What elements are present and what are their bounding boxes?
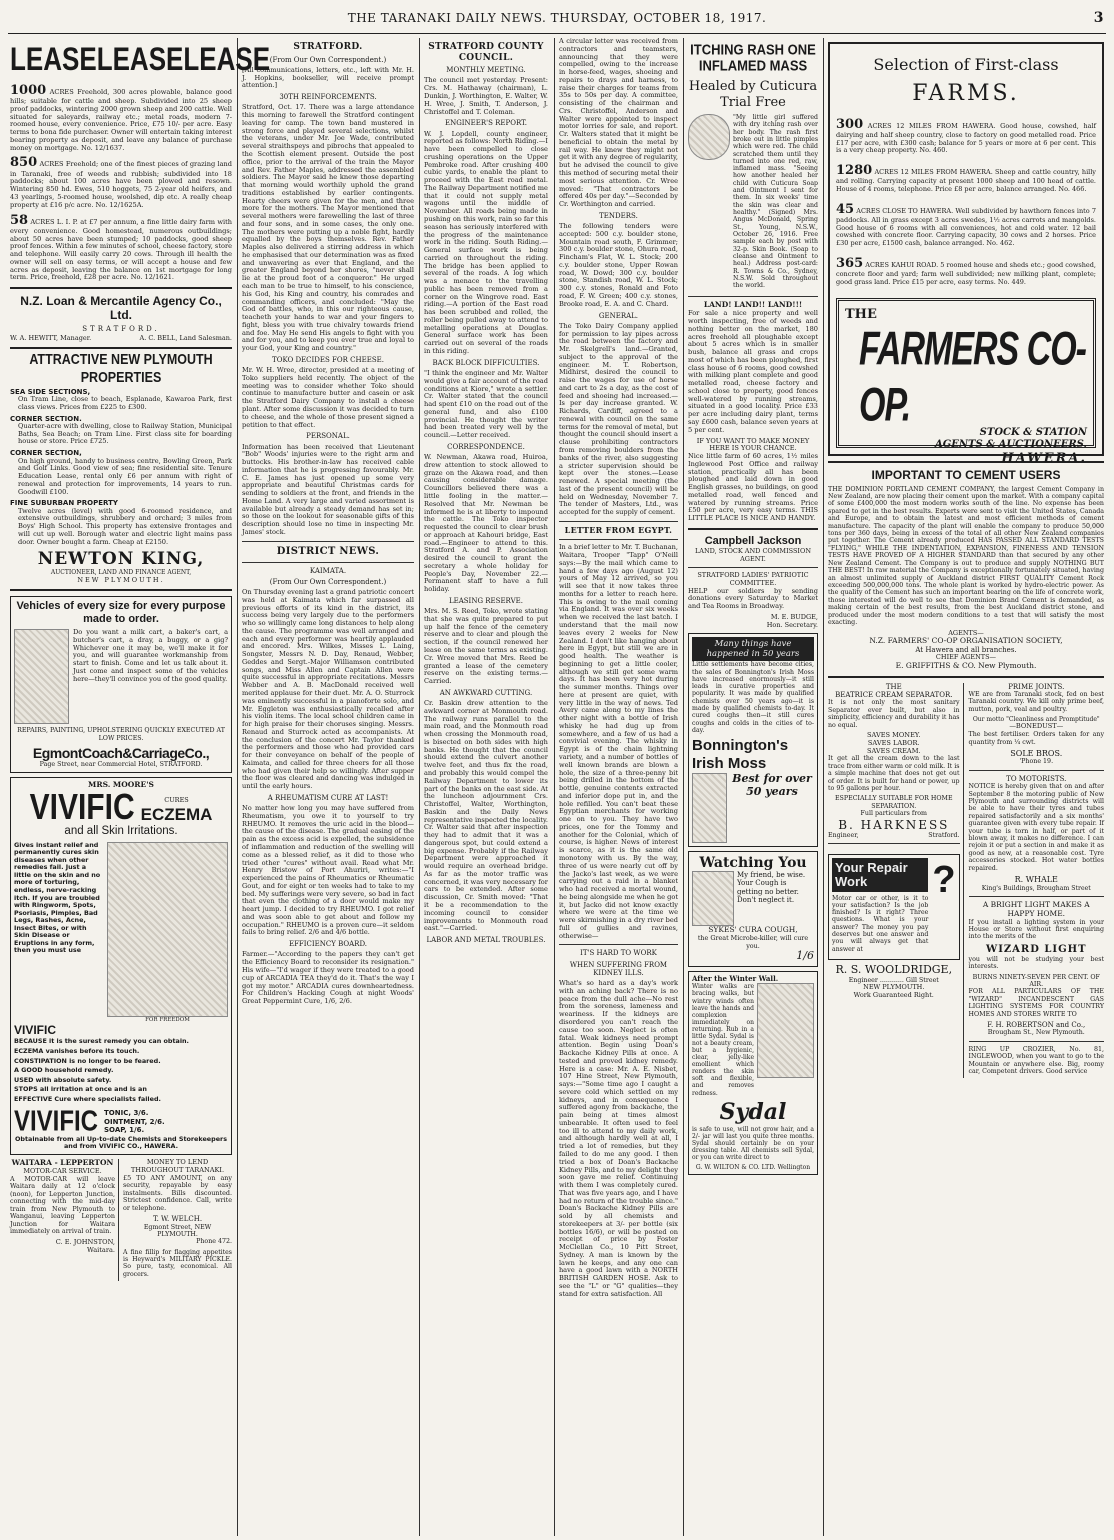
bonedust-text: The best fertiliser. Orders taken for any quantity from ¼ cwt. [968, 731, 1104, 746]
lease-item: 850 ACRES Freehold; one of the finest pieces of grazing land in Taranaki, free of weeds and rubbish; subdivided into 18 paddocks; about 100 acres have been plowed and resown. Wintering 850 hd. Ewes, 510 hoggets, 75 2-year old heifers, and 43 yearlings, 5-roomed house, woolshed, dip etc. A really cheap property at £16 p/c acre. No. 12/1625A. [10, 155, 232, 209]
pickle-note: A fine fillip for flagging appetites is Heyward's MILITARY PICKLE. So pure, tasty, economical. All grocers. [123, 1248, 232, 1278]
article-text: Mr. W. H. Wree, director, presided at a meeting of Toko suppliers held recently. The object of the meeting was to consider whether Toko should continue to manufacture butter and casein or ask the Stratford Dairy Company to install a cheese plant. After some discussion it was decided to turn to cheese, and the whole of those present signed a petition to that effect. [242, 366, 414, 429]
money-phone: Phone 472. [196, 1238, 232, 1246]
column-2 [238, 38, 418, 1536]
vivific-top: MRS. MOORE'S [88, 779, 154, 789]
section-text: On Tram Line, close to beach, Esplanade, Kawaroa Park, first class views. Prices from £225 to £300. [18, 395, 232, 411]
whale-name: R. WHALE [1014, 875, 1058, 885]
article-text: The following tenders were accepted: 500 c.y. boulder stone, Mountain road south, F. Grimmer; 300 c.y. boulder stone, Ohura road, Fincham's Flat, W. L. Stock; 200 c.y. boulder stone, Upper Rowan road, W. Dowd; 300 c.y. boulder stone, Standish road, W. L. Stock; 300 c.y. stones, Ronald and Foto road, F. W. Green; 400 c.y. stones, Brooke road, E. A. and C. Chard. [558, 222, 678, 308]
vivific-ad [10, 777, 232, 1155]
lease-word: LEASE [10, 40, 97, 78]
beatrice-text-2: It get all the cream down to the last trace from either warm or cold milk. It is a simple machine that does not get out of order. It is built for hand or power, up to 95 gallons per hour. [828, 755, 960, 792]
motorists-headline: TO MOTORISTS. [1006, 774, 1067, 783]
article-text: No matter how long you may have suffered from Rheumatism, you owe it to yourself to try RHEUMO. It removes the uric acid in the blood—the cause of the disease. The gradual easing of the pain as the excess acid is expelled, the subsidence of inflammation and reduction of the swelling will come as a blessed relief, as it did to those who tried other "cures" without avail. Read what Mr. Henry Bristow of Port Ahuriri, writes:—"I experienced the pains of Rheumatics or Rheumatic Gout, and for eight or ten weeks had to take to my bed. My sufferings were very severe, so bad in fact that even the clothing of a door would make my heart jump. I decided to try RHEUMO. I got relief and was soon able to get about and follow my occupation." RHEUMO is a proven cure—it seldom fails to bring relief. 2/6 and 4/6 bottle. [242, 804, 414, 937]
bonningtons-ad [688, 633, 818, 847]
vivific-left: Gives instant relief and permanently cures skin diseases when other remedies fail. Just a little on the skin and no more of torturing, endless, nerve-racking itch. If you are troubled with Ringworm, Spots, Psoriasis, Pimples, Bad Legs, Rashes, Acne, Insect Bites, or with Skin Disease or Eruptions in any form, then you must use [14, 840, 101, 955]
coop-the: THE [845, 307, 877, 323]
subheading: A RHEUMATISM CURE AT LAST! [267, 793, 389, 802]
bonningtons-text: Little settlements have become cities, the sales of Bonnington's Irish Moss have increased enormously—it still leads in curative properties and popularity. It was made by qualified chemists over 50 years ago—it is made by qualified chemists to-day. It cured coughs then—it still cures coughs and colds in the cities of to-day. [692, 661, 814, 734]
patriotic-signature: M. E. BUDGE, [770, 612, 818, 621]
sydal-ad [688, 971, 818, 1175]
bottom-ads [10, 1159, 232, 1281]
article-text: Stratford, Oct. 17. There was a large attendance this morning to farewell the Stratford contingent leaving for camp. The town band mustered in strong force and played several selections, whilst the veterans, under Mr. Joe Wade, contributed several straithspeys and pibrochs that appealed to the Scottish element present. Outside the post office, prior to the arrival of the train the Mayor and Rev. Father Maples, addressed the assembled soldiers. The Mayor said he knew those departing that morning would worthily uphold the grand traditions established by earlier contingents. Hearty cheers were given for the men, and three more for the mothers. The Mayor mentioned that several mothers were farewelling the last of three and four sons, and in some cases, the only one. The mothers were putting up a noble fight, hardly equalled by the boys themselves. Rev. Father Maples also delivered a stirring address in which he emphasised that our determination was as fixed and unwavering as ever that England, and the greater England beyond her shores, "never shall lie at the proud foot of a conqueror." He urged each man to be true to himself, to his conscience, his God, his King and country, his comrades and commanding officers, and concluded: "May the God of battles, who, in this our righteous cause, teacheth your hands to war and your fingers to fight, bless you with true chivalry towards friend and foe. May He send His angels to fight with you and for you, and to keep you ever true and loyal to your God, your King and country." [242, 103, 414, 353]
money-title: MONEY TO LEND THROUGHOUT TARANAKI. [130, 1158, 225, 1174]
vivific-cures: CURES [164, 796, 189, 805]
np-properties-title: ATTRACTIVE NEW PLYMOUTH PROPERTIES [29, 351, 213, 386]
wooldridge-footer: Work Guaranteed Right. [853, 991, 934, 1000]
column-5 [824, 38, 1108, 1536]
cement-chief-label: CHIEF AGENTS— [935, 653, 997, 662]
section-heading: CORNER SECTION, [10, 449, 82, 458]
district-news-heading: DISTRICT NEWS. [276, 545, 380, 557]
subheading: EFFICIENCY BOARD. [288, 940, 368, 949]
vivific-acrostic-line: ECZEMA vanishes before its touch. [14, 1046, 140, 1055]
section-heading: FINE SUBURBAN PROPERTY [10, 499, 118, 508]
wizard-text-2: you will not be studying your best interests. [968, 955, 1104, 971]
cement-agents-label: AGENTS— [948, 628, 984, 637]
subheading: PERSONAL. [306, 432, 350, 441]
subheading: AN AWKWARD CUTTING. [439, 688, 533, 697]
vehicles-ad [10, 596, 232, 773]
vivific-price: TONIC, 3/6. [104, 1109, 149, 1118]
section-text: Twelve acres (level) with good 6-roomed residence, and extensive outbuildings, shrubbery and orchard; 3 miles from Boys' High School. This property has extensive frontages and will cut up well. Borough water and electric light mains pass door. Owner bought a farm. Cheap at £2150. [18, 506, 232, 546]
land-text: For sale a nice property and well worth inspecting, free of weeds and nothing better on the market, 180 acres freehold all ploughable except about 5 acres which is in smaller bush, balance all grass and crops most of which has been ploughed, first class house of 6 rooms, good cowshed with milking plant complete and good metalled road, cheese factory and school close to property, good fences well-watered by running streams, situated in a good locality. Price £33 per acre including dairy plant, terms say £600 cash, balance seven years at 5 per cent. [688, 309, 818, 434]
wooldridge-engineer: Engineer ............ Gill Street [848, 976, 939, 984]
subheading: BACK BLOCK DIFFICULTIES. [432, 358, 540, 367]
cement-org: N.Z. FARMERS' CO-OP ORGANISATION SOCIETY, [869, 636, 1063, 646]
nz-loan-town: STRATFORD. [82, 324, 160, 333]
beatrice-the: THE [885, 682, 902, 691]
repair-question-mark: ? [932, 859, 956, 902]
sykes-ad [688, 851, 818, 967]
prime-joints-motto: Our motto "Cleanliness and Promptitude" [972, 716, 1100, 724]
patriotic-secretary: Hon. Secretary. [766, 620, 818, 629]
wizard-headline: A BRIGHT LIGHT MAKES A HAPPY HOME. [982, 899, 1090, 918]
lease-item: 1000 ACRES Freehold, 300 acres plowable, balance good hills; suitable for cattle and sheep. Subdivided into 25 sheep proof paddocks, wintering 2000 grown sheep and 200 cattle. Well situated for saleyards, railway etc.; metal roads, modern 7-roomed house, every convenience. Price, £75 10/- per acre. Easy terms to bona fide purchaser. Owner will entertain taking interest bearing property as deposit, and leave any balance of purchase money on mortgage. No. 12/1637. [10, 82, 232, 152]
section-heading: CORNER SECTION. [10, 414, 82, 423]
subheading: MONTHLY MEETING. [446, 66, 526, 75]
farmers-coop-logo [836, 298, 1096, 466]
crozier-notice: RING UP CROZIER, No. 81, INGLEWOOD, when you want to go to the Mountain or anywhere else. Big, roomy car, Competent drivers. Good service [968, 1045, 1104, 1075]
section-heading: SEA SIDE SECTIONS, [10, 387, 91, 396]
cement-headline: IMPORTANT TO CEMENT USERS [871, 468, 1061, 483]
waitara-body: A MOTOR-CAR will leave Waitara daily at 12 o'clock (noon), for Lepperton Junction, connecting with the mid-day train from New Plymouth to Wanganui, leaving Lepperton Junction for Waitara immediately on arrival of train. [10, 1174, 116, 1236]
farm-item: 1280 ACRES 12 MILES FROM HAWERA. Sheep and cattle country, hilly and rolling. Carrying capacity at present 1000 sheep and 100 head of cattle. House of 4 rooms, telephone. Price £8 per acre, balance arranged. No. 466. [836, 163, 1096, 194]
beatrice-line: SAVES CREAM. [866, 746, 921, 755]
newton-king-name: NEWTON KING, [37, 549, 205, 570]
article-text: Farmer.—"According to the papers they can't get the Efficiency Board to reconsider its resignation." His wife—"I'd wager if they were treated to a good cup of ARCADIA TEA they'd do it. That's the way I got my motor." ARCADIA cures downheartedness. For Children's Hacking Cough at night Woods' Great Peppermint Cure, 1/6, 2/6. [242, 950, 414, 1006]
sydal-headline: After the Winter Wall. [692, 974, 779, 984]
article-text: Information has been received that Lieutenant "Bob" Woods' injuries were to the right arm and buttocks. His brother-in-law has received cable information that he is progressing favourably. Mr. C. E. James has just opened up some very appropriate and beautiful Christmas cards for sending to soldiers at the front, and friends in the Home Land. A very large and varied assortment is available but already a steady demand has set in; so those on the lookout for seasonable gifts of this description should lose no time in inspecting Mr. James' stock. [242, 442, 414, 536]
robertson-address: Brougham St., New Plymouth. [987, 1029, 1085, 1037]
repair-text: Motor car or other, is it to your satisfaction? Is the job finished? Is it right? Three questions. What is your answer? The money you pay deserves but one answer and you will always get that answer at [832, 894, 929, 953]
subheading: GENERAL. [598, 311, 639, 320]
wooldridge-town: NEW PLYMOUTH. [863, 983, 925, 992]
wizard-light-name: WIZARD LIGHT [985, 943, 1087, 955]
masthead-title: THE TARANAKI DAILY NEWS. THURSDAY, OCTOBER 18, 1917. [347, 11, 767, 26]
repair-headline: Your Repair Work [832, 858, 928, 891]
cement-org-2: At Hawera and all branches. [915, 646, 1017, 655]
harkness-footer: Engineer, Stratford. [828, 831, 960, 839]
wizard-text: If you install a lighting system in your House or Store without first enquiring into the merits of the [968, 918, 1104, 941]
page-number: 3 [1093, 10, 1104, 27]
watching-you-text: My friend, be wise. Your Cough is getting no better. Don't neglect it. [737, 871, 806, 904]
subheading: LABOR AND METAL TROUBLES. [426, 936, 546, 945]
column-4 [684, 38, 822, 1536]
farms-headline: Selection of First-class [873, 55, 1059, 74]
article-text: W. J. Lopdell, county engineer, reported as follows: North Riding.—I have been compelled to close crushing operations on the Upper Pembroke road. After crushing 400 cubic yards, to enable the plant to proceed with the East road metal. The Railway Department notified me that it could not supply metal wagons until the middle of November. All roads being made in pushing on this work, rain so far this season has seriously interfered with the progress of the maintenance work in the riding. South Riding.—General surface work is being carried on throughout the riding. The bridge has been applied to several of the roads. A log which was a menace to the travelling public has been removed from a corner on the Wingrove road. East riding.—A portion of the East road has been scrubbed and rolled, the roller being pulled away to attend to metalling operations at Douglas. General surface work has been carried out on several of the roads in this riding. [424, 129, 548, 355]
article-text: In a brief letter to Mr. T. Buchanan, Waitara, Trooper "Tapp" O'Neill says:—By the mail which came to hand a few days ago (August 12) yours of May 12 arrived, so you will see that it now takes three months for a letter to reach here. This is owing to the mail coming via England. It was over six weeks when we received the last batch. I understand that the mail now leaves every 2 weeks for New Zealand. I don't like hanging about here in Egypt, but still we are in good health. The weather is beginning to get a little cooler, although we still get some warm days. It has been very hot during the summer months. Things over here at present are quiet, with very little in the way of news. Ted Avery came along to my lines the other night with a bottle of Irish whisky he had dug up from somewhere, and a few of us had a convivial evening. The whisky in Egypt is of the chain lightning variety, and a number of bottles of well known brands are blown a hole, the size of a three-penny bit being drilled in the bottom of the bottle, genuine contents extracted and inferior dope put in, and the hole refilled. You can't beat these Egyptian merchants for working one on to you. They have two prices, one for the Tommy and another for the Colonial, which of course, is higher. News of interest is scarce, as it is the same old monotony with us. By the way, three of us were nearly cut off by the Jacko's last week, as we were carrying out a raid in a blanket who had received a mortal wound, he being alongside me when he got it, but Jacko did not know exactly where we were at the time we were skirmishing in a dry river bed full of gullies and ravines, otherwise— [558, 543, 678, 940]
bonningtons-headline: Many things have happened in 50 years [692, 637, 814, 661]
farm-item: 45 ACRES CLOSE TO HAWERA. Well subdivided by hawthorn fences into 7 paddocks. All in grass except 3 acres swedes, 1½ acres carrots and mangolds. Good house of 6 rooms with all conveniences, hot and cold water. 12 bail cowshed with concrete floor. Carrying capacity, 30 cows and 2 horses. Price £30 per acre, £1500 cash, balance arranged. No. 462. [836, 201, 1096, 248]
article-text: The council met yesterday. Present: Crs. M. Hathaway (chairman), L. Dunkin, J. Worthington, E. Walter, W. H. Wree, J. Smith, T. Anderson, J. Christoffel and T. Coleman. [424, 76, 548, 116]
bonedust-label: —BONEDUST— [1009, 722, 1064, 731]
cement-chief: E. GRIFFITHS & CO. New Plymouth. [895, 660, 1037, 670]
agent-town: NEW PLYMOUTH. [77, 575, 165, 584]
vivific-brand-small: VIVIFIC [14, 1023, 57, 1038]
article-text: On Thursday evening last a grand patriotic concert was held at Kaimata which far surpassed all previous efforts of its kind in the district, its success being very largely due to the performers who so willingly came long distances to help along the cause. The programme was well arranged and each and every performer was heartily applauded and encored. Mrs. Wilkes, Misses L. Laing, Songster, Messrs N. D. Day, Renaud, Webber, Geddes and Sergt.-Major Williamson contributed songs, and Miss Allen and Captain Allen were quite successful in appropriate recitations. Messrs Webber and A. B. MacDonald received well merited applause for their duet. Mr. A. O. Sturrock was eminently successful in a pianoforte solo, and Mr. Eggleton was enthusiastically recalled after his violin items. The local school children came in for high praise for their choruses singing. Messrs. Renaud and Sturrock acted as accompanists. At the conclusion of the concert Mr. Taylor thanked the performers and those who had provided cars for their conveyance on behalf of the people of Kaimata, and called for three cheers for all those who had given their help so willingly. After supper the floor was cleared and dancing was indulged in until the early hours. [242, 588, 414, 791]
cuticura-text: "My little girl suffered with dry itching rash over her body. The rash first broke out in little pimples which were red. The child scratched them until they turned into one red, raw, inflamed mass. "Seeing how another healed her child with Cuticura Soap and Ointment I sent for them. In six weeks' time the skin was clear and healthy." (Signed) Mrs. Angus McDonald, Spring St., Young, N.S.W., October 26, 1916. Free sample each by post with 32-p. Skin Book. (Soap to cleanse and Ointment to heal.) Address post-card: R. Towns & Co., Sydney, N.S.W. Sold throughout the world. [733, 113, 818, 290]
vivific-illustration [107, 842, 228, 1017]
money-body: £5 TO ANY AMOUNT, on any security, repayable by easy instalments. Bills discounted. Strictest confidence. Call, write or telephone. [123, 1173, 232, 1212]
article-text: Mrs. M. S. Reed, Toko, wrote stating that she was quite prepared to put up half the fence of the cemetery reserve and to clear and plough the section, if the council renewed her lease on the same terms as existing. Cr. Wree moved that Mrs. Reed be granted a lease of the cemetery reserve on the existing terms.—Carried. [424, 607, 548, 686]
vivific-sub: and all Skin Irritations. [64, 825, 178, 838]
vivific-acrostic-line: BECAUSE it is the surest remedy you can obtain. [14, 1037, 189, 1046]
sykes-price: 1/6 [796, 949, 814, 963]
subheading: 30TH REINFORCEMENTS. [279, 93, 377, 102]
vivific-brand-bottom: VIVIFIC [14, 1104, 99, 1138]
watching-you-headline: Watching You [699, 854, 807, 871]
campbell-jackson-sub: LAND, STOCK AND COMMISSION AGENT. [694, 546, 812, 563]
waitara-title: WAITARA - LEPPERTON [11, 1158, 114, 1168]
land-heading: LAND! LAND!! LAND!!! [703, 300, 803, 310]
subheading: WHEN SUFFERING FROM KIDNEY ILLS. [569, 960, 668, 977]
repair-ad [828, 854, 960, 960]
cuticura-subheadline: Healed by Cuticura Trial Free [688, 79, 818, 110]
article-text: "I think the engineer and Mr. Walter would give a fair account of the road conditions at Kiore," wrote a settler. Cr. Walter stated that the council had spent £10 on the road out of the general fund, and also £100 provincial. He thought the writer had been treated very well by the council.—Letter received. [424, 369, 548, 440]
vivific-caption: FOR FREEDOM [145, 1016, 190, 1023]
vivific-price: OINTMENT, 2/6. [104, 1117, 165, 1126]
article-text: [All communications, letters, etc., left with Mr. H. J. Hopkins, bookseller, will receive prompt attention.] [242, 65, 414, 90]
waitara-name: C. E. JOHNSTON, [55, 1237, 116, 1246]
money-address: Egmont Street, NEW PLYMOUTH. [143, 1223, 212, 1238]
woman-illustration [757, 983, 814, 1078]
subheading: LETTER FROM EGYPT. [564, 524, 673, 535]
bonningtons-name: Bonnington's [692, 737, 789, 755]
subheading: IT'S HARD TO WORK [580, 949, 657, 958]
coop-sub2: AGENTS & AUCTIONEERS. [934, 438, 1087, 450]
article-text: Cr. Baskin drew attention to the awkward corner at Monmouth road. The railway runs parallel to the main road, and the Monmouth road when crossing the Monmouth road, is bisected on both sides with high banks. He thought that the council should extend the culvert another twelve feet, and thus fix the road, and probably this would compel the Railway Department to lower its part of the banks on the east side. At the luncheon adjournment Crs. Christoffel, Walter, Worthington, Baskin and the Daily News representative inspected the locality. Cr. Walter said that after inspection they had to admit that it was a dangerous spot, but could extend a big expense. Probably if the Railway Department were approached it would require an overhead bridge. As far as the motor traffic was concerned, it was very necessary for cars to be extended. After some discussion, Cr. Smith moved: "That it be a recommendation to the incoming council to consider improvements to Monmouth road east."—Carried. [424, 699, 548, 933]
sole-bros-name: SOLE BROS. [1010, 748, 1063, 758]
patriotic-heading: STRATFORD LADIES' PATRIOTIC COMMITTEE. [697, 571, 809, 587]
cement-text: THE DOMINION PORTLAND CEMENT COMPANY, the largest Cement Company in New Zealand, are now placing their cement upon the market. With a company capital of some £400,000 the most modern works south of the line. No expense has been spared to get in the best results. Experts were sent to visit the United States, Canada and Europe, and to obtain the latest and most efficient methods of cement manufacture. The capacity of the plant will enable the company to produce 50,000 tons per 360 days, being in excess of the total of all other New Zealand companies put together. The Cement already produced HAS PASSED ALL STANDARD TESTS "FLYING," WHILE THE INDENTATION, EXPANSION, FINENESS AND TENSION TESTS HAVE PROVED OF A HIGHER STANDARD than that secured by any other New Zealand Cement. The Company is out to produce and supply NOTHING BUT THE BEST! In raw material the Company is exceptionally fortunately situated, having an almost unlimited supply of Auckland district FIRST QUALITY Cement Rock exceeding 500,000,000 tons. The whole plant is worked by hydro-electric power. As the quality of the Cement has such an important bearing on the life of concrete work, those interested will do well to see that Dominion Brand Cement is demanded, as making certain of the best results, from the best Auckland district stone, and produced under the most modern conditions to a test that will satisfy the most exacting. [828, 485, 1104, 627]
beatrice-text-4: Full particulars from [860, 810, 928, 818]
wizard-text-3: BURNS NINETY-SEVEN PER CENT. OF AIR. [972, 973, 1100, 988]
lease-word: LEASE [96, 40, 184, 78]
egmont-coach-address: Page Street, near Commercial Hotel, STRATFORD. [39, 761, 203, 769]
sykes-sub: the Great Microbe-killer, will cure you. [697, 934, 809, 950]
land-text-2: Nice little farm of 60 acres, 1½ miles Inglewood Post Office and railway station, practically all has been ploughed and laid down in good English grasses, no buildings, on good metalled road, well fenced and watered by running streams. Price £50 per acre, very easy terms. THIS LITTLE PLACE IS NICE AND HANDY. [688, 452, 818, 523]
sykes-name: SYKES' CURA COUGH, [708, 925, 798, 935]
subheading: CORRESPONDENCE. [447, 442, 525, 451]
vivific-acrostic-line: A GOOD household remedy. [14, 1066, 114, 1075]
county-council-heading: STRATFORD COUNTY COUNCIL. [428, 42, 544, 63]
bottle-illustration [692, 773, 727, 843]
lower-ads [828, 683, 1104, 1079]
byline: (From Our Own Correspondent.) [269, 577, 387, 586]
subheading: LEASING RESERVE. [448, 596, 523, 605]
child-portrait-illustration [688, 114, 730, 160]
bonningtons-name-2: Irish Moss [692, 755, 767, 772]
vivific-acrostic-line: STOPS all irritation at once and is an [14, 1085, 147, 1094]
section-text: On high ground, handy to business centre, Bowling Green, Park and Golf Links. Good view of sea; fine residential site. Tenure Education Lease, rental only £6 per annum with right of renewal and protection for improvements, 14 years to run. Goodwill £100. [18, 456, 232, 496]
subheading: TENDERS. [599, 211, 638, 220]
stratford-heading: STRATFORD. [293, 42, 363, 52]
farms-ad [828, 42, 1104, 466]
wooldridge-name: R. S. WOOLDRIDGE, [835, 963, 953, 976]
vivific-acrostic-line: USED with absolute safety. [14, 1075, 112, 1084]
nz-loan-title: N.Z. Loan & Mercantile Agency Co., Ltd. [20, 294, 222, 323]
coop-name: FARMERS CO-OP. [859, 322, 1086, 432]
cuticura-headline: ITCHING RASH ONE INFLAMED MASS [690, 40, 816, 74]
subheading: TOKO DECIDES FOR CHEESE. [272, 355, 384, 364]
lease-word: LEASE [183, 40, 271, 78]
money-name: T. W. WELCH. [152, 1215, 203, 1224]
robertson-name: F. H. ROBERTSON and Co., [987, 1021, 1086, 1030]
wizard-text-4: FOR ALL PARTICULARS OF THE "WIZARD" INCANDESCENT GAS LIGHTING SYSTEMS FOR COUNTRY HOMES AND STORES WRITE TO [968, 988, 1104, 1018]
egmont-coach-name: EgmontCoach&CarriageCo., [32, 744, 210, 761]
waitara-town: Waitara. [87, 1245, 116, 1254]
patriotic-text: HELP our soldiers by sending donations every Saturday to Market and Tea Rooms in Broadway. [688, 586, 818, 611]
man-illustration [692, 871, 734, 926]
whale-address: King's Buildings, Brougham Street [981, 884, 1091, 892]
sole-bros-phone: 'Phone 19. [1019, 758, 1054, 766]
sydal-footer: is safe to use, will not grow hair, and a 2/- jar will last you quite three months. Sydal should certainly be on your dressing table. All chemists sell Sydal, or you can write direct to [692, 1125, 814, 1161]
vivific-brand: VIVIFIC [29, 787, 135, 828]
sydal-text: Winter walks are bracing walks, but wintry winds often leave the hands and complexion immediately on returning. Rub in a little Sydal. Sydal is not a beauty cream, but a hygienic, clear, jelly-like emollient which renders the skin soft and flexible, and removes redness. [692, 983, 754, 1097]
sydal-firm: G. W. WILTON & CO. LTD. Wellington [695, 1163, 811, 1171]
nz-loan-staff: W. A. HEWITT, Manager. A. C. BELL, Land Salesman. [10, 333, 232, 342]
article-text: A circular letter was received from contractors and teamsters, announcing that they were compelled, owing to the increase in horse-feed, wages, shoeing and repairs to drays and harness, to raise their charges for teams from 35s to 50s per day. A committee, consisting of the chairman and Crs. Christoffel, Anderson and Walter were appointed to inspect motor lorries for sale, and report. Cr. Walters stated that it might be beneficial to obtain the metal by rail way. He knew they might not get it with any degree of regularity, but he advised the council to give this method of securing metal their most serious attention. Cr. Wree moved: "That contractors be offered 40s per day."—Seconded by Cr. Worthington and carried. [558, 37, 678, 209]
farm-item: 300 ACRES 12 MILES FROM HAWERA. Good house, cowshed, half dairying and half sheep country, close to factory on good metalled road. Price £17 per acre, with £300 cash; balance for 5 years or more at 6 per cent. This is a very cheap property. No. 460. [836, 116, 1096, 155]
subheading: KAIMATA. [309, 566, 347, 575]
lease-item: 58 ACRES L. I. P. at £7 per annum, a fine little dairy farm with every convenience. Good homestead, numerous outbuildings; about 50 acres have been stumped; 10 paddocks, good sheep proof fences. Within a few minutes of school, cheese factory, store and telephone. Will easily carry 20 cows. Through ill health the owner will sell on easy terms, or will accept a house and few acres as deposit, leaving the balance on 1st mortgage for long term. Price, freehold, £28 per acre. No. 12/1621. [10, 212, 232, 282]
masthead [8, 4, 1106, 34]
carriage-illustration [14, 629, 69, 724]
harkness-name: B. HARKNESS [838, 817, 950, 832]
beatrice-line: SAVES MONEY. [867, 730, 921, 739]
coop-town: HAWERA. [1001, 450, 1087, 466]
column-3 [420, 38, 682, 1536]
vivific-acrostic-line: EFFECTIVE Cure where specialists failed. [14, 1095, 161, 1103]
vivific-footer: Obtainable from all Up-to-date Chemists and Storekeepers and from VIVIFIC CO., HAWERA. [14, 1134, 227, 1151]
prime-joints-text: WE are from Taranaki stock, fed on best Taranaki country. We kill only prime beef, mutton, pork, veal and poultry. [968, 691, 1104, 713]
farm-item: 365 ACRES KAHUI ROAD. 5 roomed house and sheds etc.; good cowshed, concrete floor and yard; farm well subdivided; new milking plant, complete; good grass land. Price £15 per acre, easy terms. No. 449. [836, 255, 1096, 286]
motorists-text: NOTICE is hereby given that on and after September 8 the motoring public of New Plymouth and surrounding districts will be able to have their tyres and tubes repaired satisfactorily and a six months' guarantee given with every tube repair. If your tube is torn in half, or part of it blown away, it makes no difference. I can rejoin it or put a section in and make it as good as new, at a reasonable cost. Tyre accessories stocked. Hot water bottles repaired. [968, 783, 1104, 872]
coop-sub1: STOCK & STATION [979, 426, 1087, 438]
byline: (From Our Own Correspondent.) [269, 55, 387, 64]
vehicles-repairs: REPAIRS, PAINTING, UPHOLSTERING QUICKLY EXECUTED AT LOW PRICES. [17, 727, 225, 742]
beatrice-line: SAVES LABOR. [867, 738, 920, 747]
lease-heading [10, 40, 271, 78]
prime-joints-headline: PRIME JOINTS. [1008, 682, 1065, 691]
article-text: The Toko Dairy Company applied for permission to lay pipes across the road between the factory and Mr. Skelgrell's land.—Granted, subject to the approval of the engineer. M. T. Robertson, Midhirst, desired the council to raise the wages for use of horse and cart to 2s a day, as the cost of feed and shoeing had increased.—Is per day increase granted. W. Richards, Cardiff, agreed to a renewal with council on the same terms for the removal of metal, but thought the council should insert a clause prohibiting contractors from removing boulders from the banks of the river, also suggesting a stricter supervision should be kept over the stones.—Lease renewed. A special meeting (the last of the present council) will be held on Wednesday, November 7. The tender of Masters, Ltd., was accepted for the supply of cement. [558, 321, 678, 517]
column-1 [6, 38, 271, 1536]
beatrice-text: It is not only the most sanitary Separator ever built, but also in simplicity, efficiency and durability it has no equal. [828, 699, 960, 729]
land-heading-2: IF YOU WANT TO MAKE MONEY HERE IS YOUR CHANCE. [696, 436, 810, 453]
bonningtons-best: Best for over 50 years [732, 771, 812, 798]
farms-title: FARMS. [912, 80, 1020, 106]
section-text: Quarter-acre with dwelling, close to Railway Station, Municipal Baths, Sea Beach; on Tram Line. First class site for boarding house or store. Price £725. [18, 421, 232, 446]
article-text: W. Newman, Akawa road, Huiroa, drew attention to stock allowed to graze on the Akawa road, and then causing considerable damage. Councillors believed there was a little fooling in the matter.—Resolved that Mr. Newman be informed he is at liberty to impound the cattle. The Toko inspector requested the council to clear brush or approach at Kahouri bridge, East road.—Engineer to attend to this. Stratford A. and P. Association desired the council to grant the secretary a whole holiday for People's Day, November 22.—Permanent staff to have a full holiday. [424, 453, 548, 594]
subheading: ENGINEER'S REPORT. [444, 119, 527, 128]
waitara-sub: MOTOR-CAR SERVICE. [23, 1166, 102, 1175]
vehicles-title: Vehicles of every size for every purpose made to order. [16, 600, 226, 626]
beatrice-text-3: ESPECIALLY SUITABLE FOR HOME SEPARATION. [834, 795, 953, 810]
sydal-brand: Sydal [719, 1098, 787, 1125]
campbell-jackson-name: Campbell Jackson [704, 534, 802, 547]
vivific-acrostic-line: CONSTIPATION is no longer to be feared. [14, 1056, 161, 1065]
beatrice-headline: BEATRICE CREAM SEPARATOR. [835, 691, 953, 700]
agent-subtitle: AUCTIONEER, LAND AND FINANCE AGENT, [50, 569, 192, 577]
vehicles-body: Do you want a milk cart, a baker's cart, a butcher's cart, a dray, a buggy, or a gig? Whichever one it may be, we'll make it for you, and will guarantee workmanship from start to finish. Come and let us talk about it. Just come and inspect some of the vehicles here—they'll convince you of the good quality. [73, 628, 228, 683]
vivific-eczema: ECZEMA [140, 805, 213, 825]
vivific-price: SOAP, 1/6. [104, 1125, 145, 1134]
article-text: What's so hard as a day's work with an aching back? There is no peace from the dull ache—No rest from the soreness, lameness and weariness. If the kidneys are disordered you can't reach the cause too soon. Neglect is often fatal. Weak kidneys need prompt attention. Begin using Doan's Backache Kidney Pills at once. A tested and proved kidney remedy. Here is a case: Mr. A. E. Nisbet, 107 Hine Street, New Plymouth, says:—"Some time ago I caught a severe cold which settled on my kidneys, and in consequence I suffered agony from backache, the pain being at times almost unbearable. It often used to feel too ill to attend to my daily work, and although hardly well at all, I tried a lot of remedies, but they failed to do me any good. I then tried a box of Doan's Backache Kidney Pills, and to my delight they soon gave me relief. Continuing with them I was completely cured. That was five years ago, and I have had no return of the trouble since." Doan's Backache Kidney Pills are sold by all chemists and storekeepers at 3/- per bottle (six bottles 16/6), or will be posted on receipt of price by Foster McClellan Co., 10 Pitt Street, Sydney. A man is known by the lawn he keeps, and any one can have a good lawn with a NORTH BRITISH GARDEN HOSE. Ask to see the "L" or "G" qualities—they stand for extra satisfaction. All [558, 979, 678, 1298]
